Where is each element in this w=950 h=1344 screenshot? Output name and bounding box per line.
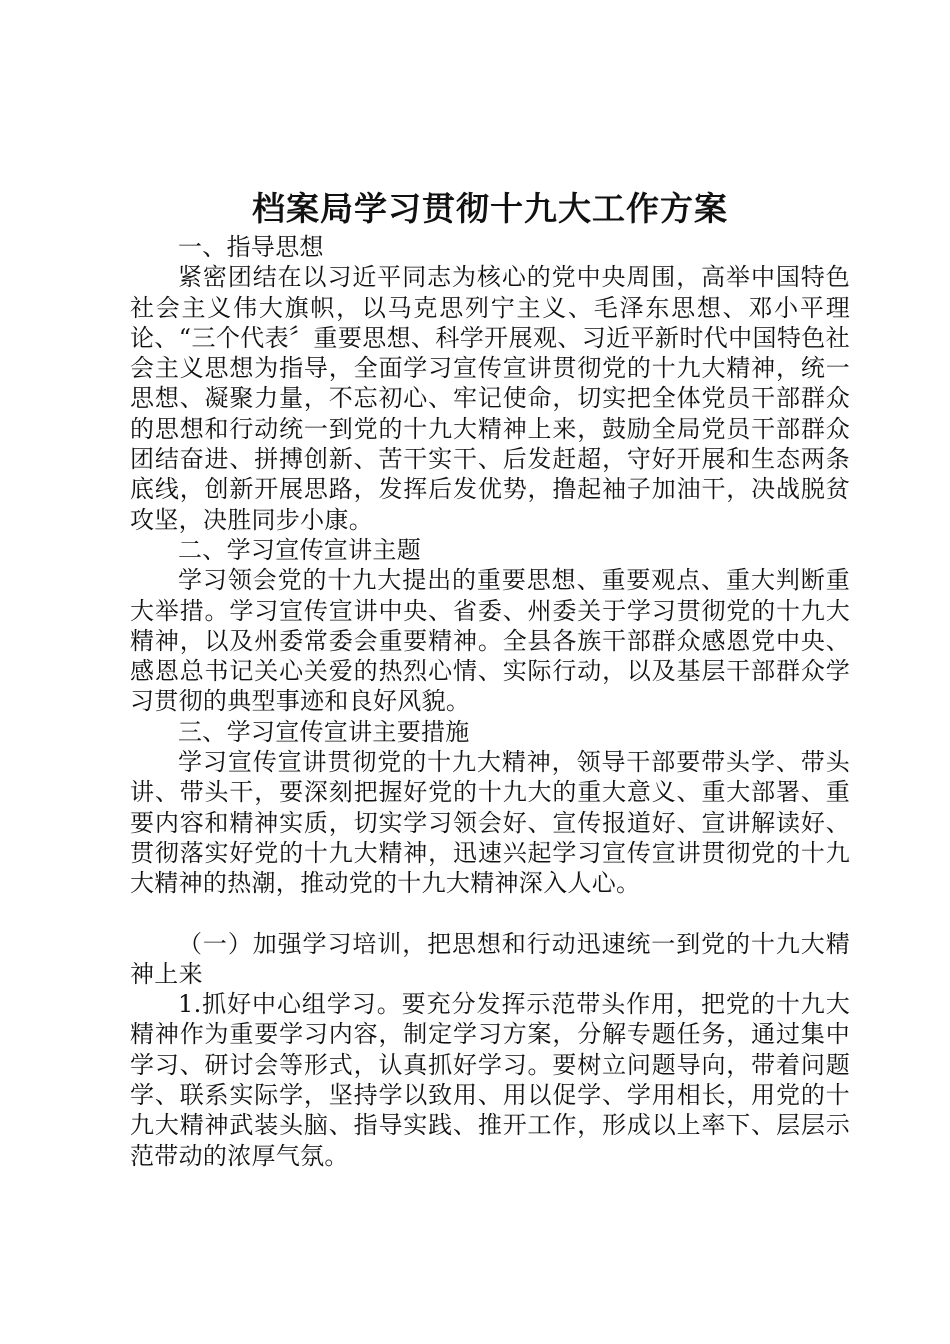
section-paragraph-measures: 学习宣传宣讲贯彻党的十九大精神，领导干部要带头学、带头讲、带头干，要深刻把握好党的十九大的重大意义、重大部署、重要内容和精神实质，切实学习领会好、宣传报道好、宣讲解读好、贯彻落实好党的十九大精神，迅速兴起学习宣传宣讲贯彻党的十九大精神的热潮，推动党的十九大精神深入人心。	[130, 748, 850, 898]
subsection-item-1: 1.抓好中心组学习。要充分发挥示范带头作用，把党的十九大精神作为重要学习内容，制定学习方案，分解专题任务，通过集中学习、研讨会等形式，认真抓好学习。要树立问题导向，带着问题学、联系实际学，坚持学以致用、用以促学、学用相长，用党的十九大精神武装头脑、指导实践、推开工作，形成以上率下、层层示范带动的浓厚气氛。	[130, 990, 850, 1170]
section-paragraph-guiding-ideology: 紧密团结在以习近平同志为核心的党中央周围，高举中国特色社会主义伟大旗帜，以马克思列宁主义、毛泽东思想、邓小平理论、“三个代表〞重要思想、科学开展观、习近平新时代中国特色社会主义思想为指导，全面学习宣传宣讲贯彻党的十九大精神，统一思想、凝聚力量，不忘初心、牢记使命，切实把全体党员干部群众的思想和行动统一到党的十九大精神上来，鼓励全局党员干部群众团结奋进、拼搏创新、苦干实干、后发赶超，守好开展和生态两条底线，创新开展思路，发挥后发优势，撸起袖子加油干，决战脱贫攻坚，决胜同步小康。	[130, 263, 850, 534]
paragraph-gap	[130, 899, 850, 929]
subsection-heading-training: （一）加强学习培训，把思想和行动迅速统一到党的十九大精神上来	[130, 929, 850, 988]
section-heading-theme: 二、学习宣传宣讲主题	[178, 535, 421, 564]
section-heading-guiding-ideology: 一、指导思想	[178, 233, 324, 261]
section-paragraph-theme: 学习领会党的十九大提出的重要思想、重要观点、重大判断重大举措。学习宣传宣讲中央、省委、州委关于学习贯彻党的十九大精神，以及州委常委会重要精神。全县各族干部群众感恩党中央、感恩总书记关心关爱的热烈心情、实际行动，以及基层干部群众学习贯彻的典型事迹和良好风貌。	[130, 566, 850, 716]
document-page	[130, 180, 850, 1171]
section-heading-measures: 三、学习宣传宣讲主要措施	[178, 717, 470, 746]
document-title: 档案局学习贯彻十九大工作方案	[252, 189, 728, 228]
